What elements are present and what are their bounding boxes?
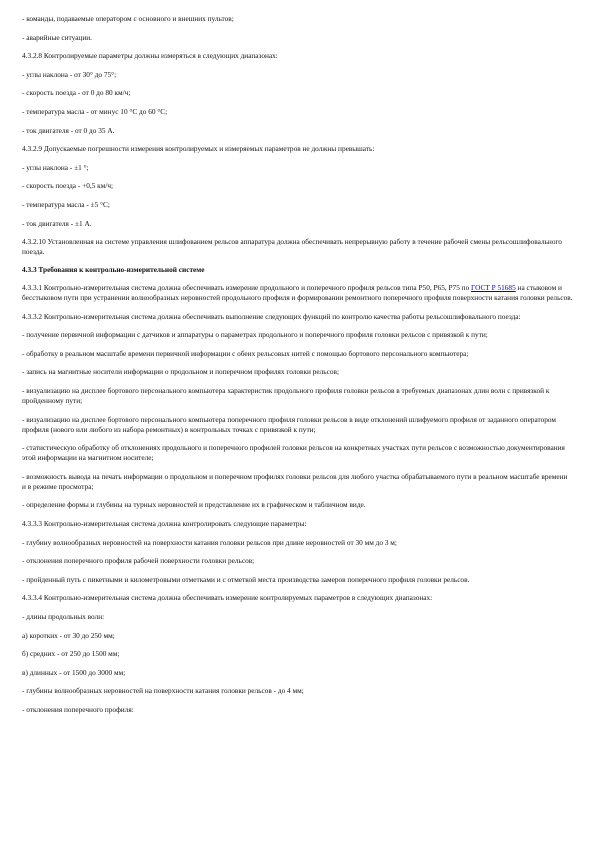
- list-item: в) длинных - от 1500 до 3000 мм;: [22, 667, 126, 677]
- list-item: б) средних - от 250 до 1500 мм;: [22, 649, 120, 659]
- list-item: - температура масла - от минус 10 °С до 60 °С;: [22, 106, 168, 116]
- list-item: - глубину волнообразных неровностей на поверхности катания головки рельсов при длине неровностей от 30 мм до 3 м;: [22, 537, 397, 547]
- clause-paragraph: [22, 283, 573, 303]
- list-item: - ток двигателя - ±1 А.: [22, 218, 92, 228]
- clause-paragraph: 4.3.2.8 Контролируемые параметры должны измеряться в следующих диапазонах:: [22, 51, 278, 61]
- list-item: - пройденный путь с пикетными и километровыми отметками и с отметкой места производства замеров поперечного профиля головки рельсов.: [22, 574, 470, 584]
- clause-paragraph: 4.3.2.10 Установленная на системе управления шлифованием рельсов аппаратура должна обеспечивать непрерывную работу в течение рабочей смены рельсошлифовального поезда.: [22, 237, 562, 257]
- list-item: - визуализацию на дисплее бортового персонального компьютера характеристик продольного профиля головки рельсов в требуемых диапазонах длин волн с привязкой к пройденному пути;: [22, 386, 550, 406]
- gost-reference-link[interactable]: ГОСТ Р 51685: [471, 283, 516, 293]
- clause-paragraph: 4.3.3.4 Контрольно-измерительная система должна обеспечивать измерение контролируемых параметров в следующих диапазонах:: [22, 593, 433, 603]
- list-item: - углы наклона - от 30° до 75°;: [22, 69, 117, 79]
- list-item: - определение формы и глубины на турных неровностей и представление их в графическом и табличном виде.: [22, 500, 366, 510]
- clause-text: на стыковом и бесстыковом пути при устранении волнообразных неровностей продольного профиля и формировании ремонтного поперечного профиля поверхности катания головки рельсов.: [22, 283, 573, 303]
- list-item: - статистическую обработку об отклонениях продольного и поперечного профилей головки рельсов на конкретных участках пути рельсов с возможностью документирования этой информации на магнитном носителе;: [22, 443, 565, 463]
- list-item: - отклонения поперечного профиля рабочей поверхности головки рельсов;: [22, 556, 255, 566]
- clause-paragraph: 4.3.3.2 Контрольно-измерительная система должна обеспечивать выполнение следующих функций по контролю качества работы рельсошлифовального поезда:: [22, 311, 521, 321]
- list-item: - углы наклона - ±1 °;: [22, 162, 89, 172]
- clause-text: 4.3.3.1 Контрольно-измерительная система должна обеспечивать измерение продольного и поперечного профиля рельсов типа Р50, Р65, Р75 по: [22, 283, 472, 293]
- list-item: - ток двигателя - от 0 до 35 А.: [22, 125, 115, 135]
- list-item: - команды, подаваемые оператором с основного и внешних пультов;: [22, 14, 234, 23]
- list-item: - получение первичной информации с датчиков и аппаратуры о параметрах продольного и поперечного профиля головки рельсов с привязкой к пути;: [22, 330, 488, 340]
- section-heading: 4.3.3 Требования к контрольно-измерительной системе: [22, 264, 205, 274]
- list-item: - аварийные ситуации.: [22, 32, 92, 42]
- list-item: - длины продольных волн:: [22, 612, 105, 622]
- list-item: - скорость поезда - от 0 до 80 км/ч;: [22, 88, 131, 98]
- list-item: - возможность вывода на печать информации о продольном и поперечном профилях головки рельсов для любого участка обрабатываемого пути в реальном масштабе времени и в режиме просмотра;: [22, 471, 568, 491]
- list-item: - запись на магнитные носители информации о продольном и поперечном профилях головки рельсов;: [22, 367, 339, 377]
- list-item: - температура масла - ±5 °С;: [22, 199, 110, 209]
- list-item: - глубины волнообразных неровностей на поверхности катания головки рельсов - до 4 мм;: [22, 686, 304, 696]
- clause-paragraph: 4.3.2.9 Допускаемые погрешности измерения контролируемых и измеряемых параметров не должны превышать:: [22, 144, 375, 154]
- list-item: а) коротких - от 30 до 250 мм;: [22, 630, 115, 640]
- list-item: - визуализацию на дисплее бортового персонального компьютера поперечного профиля головки рельсов в виде отклонений шлифуемого профиля от заданного оператором профиля (нового или любого из набора ремонтных) в контрольных точках с привязкой к пути;: [22, 414, 557, 434]
- list-item: - скорость поезда - +0,5 км/ч;: [22, 181, 114, 191]
- clause-paragraph: 4.3.3.3 Контрольно-измерительная система должна контролировать следующие параметры:: [22, 519, 307, 529]
- list-item: - отклонения поперечного профиля:: [22, 704, 134, 714]
- list-item: - обработку в реальном масштабе времени первичной информации с обеих рельсовых нитей с помощью бортового персонального компьютера;: [22, 348, 469, 358]
